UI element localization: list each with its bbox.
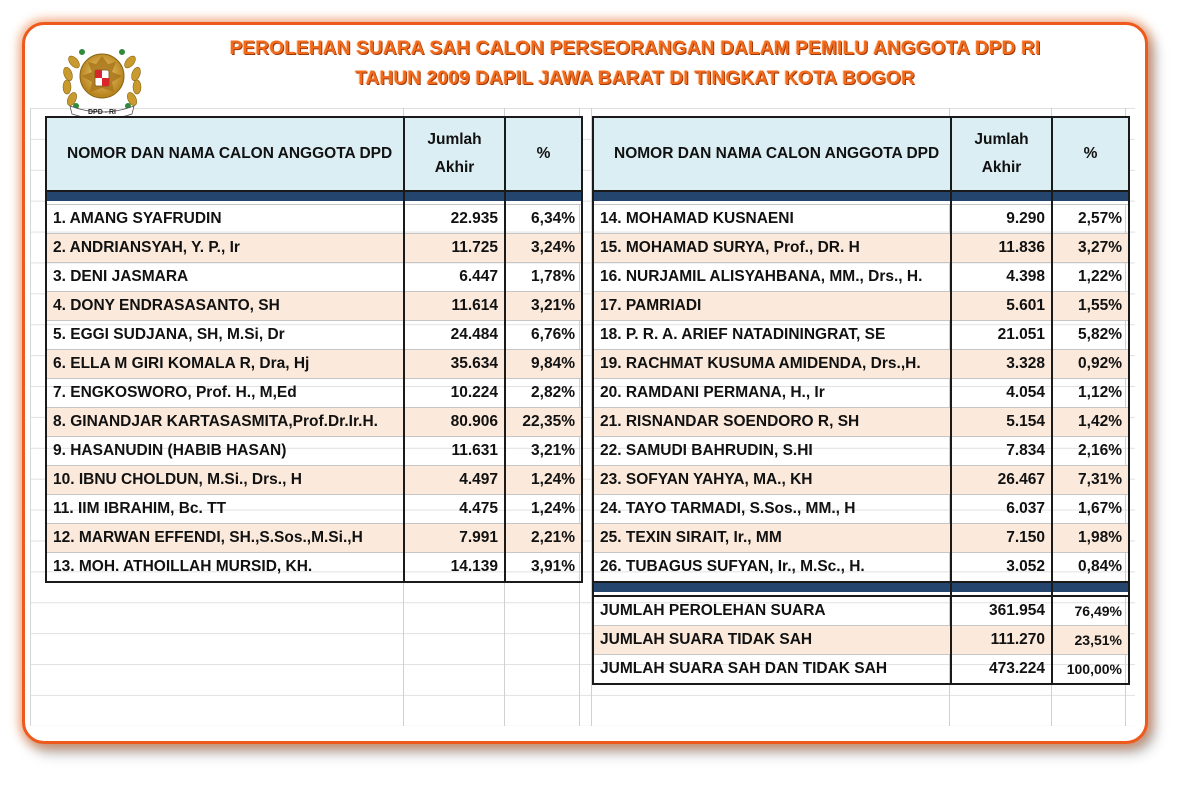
candidate-pct: 9,84% <box>505 350 582 379</box>
candidate-votes: 26.467 <box>951 466 1052 495</box>
candidate-votes: 14.139 <box>404 553 505 583</box>
table-row <box>593 553 1129 583</box>
candidate-pct: 1,22% <box>1052 263 1129 292</box>
candidate-name: 9. HASANUDIN (HABIB HASAN) <box>46 437 404 466</box>
column-header-name: NOMOR DAN NAMA CALON ANGGOTA DPD <box>593 117 951 191</box>
total-votes: 111.270 <box>951 626 1052 655</box>
right-candidates-table <box>592 116 1130 685</box>
total-pct: 23,51% <box>1052 626 1129 655</box>
candidate-name: 8. GINANDJAR KARTASASMITA,Prof.Dr.Ir.H. <box>46 408 404 437</box>
column-header-votes-line1: Jumlah <box>974 131 1029 148</box>
candidate-name: 24. TAYO TARMADI, S.Sos., MM., H <box>593 495 951 524</box>
candidate-votes: 4.398 <box>951 263 1052 292</box>
candidate-name: 25. TEXIN SIRAIT, Ir., MM <box>593 524 951 553</box>
candidate-pct: 22,35% <box>505 408 582 437</box>
column-header-votes-line1: Jumlah <box>427 131 482 148</box>
candidate-name: 1. AMANG SYAFRUDIN <box>46 205 404 234</box>
table-row <box>593 263 1129 292</box>
total-votes: 473.224 <box>951 655 1052 685</box>
total-pct: 76,49% <box>1052 596 1129 626</box>
total-pct: 100,00% <box>1052 655 1129 685</box>
candidate-votes: 22.935 <box>404 205 505 234</box>
candidate-votes: 3.328 <box>951 350 1052 379</box>
candidate-votes: 4.054 <box>951 379 1052 408</box>
candidate-name: 15. MOHAMAD SURYA, Prof., DR. H <box>593 234 951 263</box>
candidate-votes: 11.836 <box>951 234 1052 263</box>
candidate-pct: 5,82% <box>1052 321 1129 350</box>
candidate-pct: 2,16% <box>1052 437 1129 466</box>
total-row-invalid-votes <box>593 626 1129 655</box>
candidate-pct: 6,34% <box>505 205 582 234</box>
dpd-ri-emblem-icon <box>52 32 152 120</box>
candidate-votes: 11.725 <box>404 234 505 263</box>
table-row <box>46 437 582 466</box>
candidate-pct: 6,76% <box>505 321 582 350</box>
candidate-votes: 7.991 <box>404 524 505 553</box>
candidate-name: 19. RACHMAT KUSUMA AMIDENDA, Drs.,H. <box>593 350 951 379</box>
candidate-name: 22. SAMUDI BAHRUDIN, S.HI <box>593 437 951 466</box>
candidate-pct: 0,92% <box>1052 350 1129 379</box>
table-row <box>593 234 1129 263</box>
candidate-votes: 4.475 <box>404 495 505 524</box>
candidate-votes: 6.037 <box>951 495 1052 524</box>
emblem-ribbon-text: DPD - RI <box>88 109 116 116</box>
candidate-votes: 11.631 <box>404 437 505 466</box>
candidate-votes: 3.052 <box>951 553 1052 583</box>
candidate-name: 16. NURJAMIL ALISYAHBANA, MM., Drs., H. <box>593 263 951 292</box>
candidate-votes: 6.447 <box>404 263 505 292</box>
candidate-name: 14. MOHAMAD KUSNAENI <box>593 205 951 234</box>
table-row <box>46 466 582 495</box>
table-row <box>593 292 1129 321</box>
candidate-pct: 3,21% <box>505 437 582 466</box>
candidate-name: 3. DENI JASMARA <box>46 263 404 292</box>
candidate-votes: 80.906 <box>404 408 505 437</box>
candidate-name: 10. IBNU CHOLDUN, M.Si., Drs., H <box>46 466 404 495</box>
candidate-pct: 1,12% <box>1052 379 1129 408</box>
candidate-pct: 3,24% <box>505 234 582 263</box>
page-title-line2: TAHUN 2009 DAPIL JAWA BARAT DI TINGKAT KOTA BOGOR <box>355 68 915 89</box>
column-header-votes-line2: Akhir <box>981 159 1022 176</box>
table-row <box>593 379 1129 408</box>
candidate-votes: 5.154 <box>951 408 1052 437</box>
candidate-votes: 24.484 <box>404 321 505 350</box>
table-row <box>593 437 1129 466</box>
table-row <box>593 205 1129 234</box>
table-row <box>46 263 582 292</box>
table-row <box>46 408 582 437</box>
table-row <box>46 495 582 524</box>
table-row <box>46 379 582 408</box>
table-row <box>46 234 582 263</box>
candidate-name: 4. DONY ENDRASASANTO, SH <box>46 292 404 321</box>
column-header-votes-line2: Akhir <box>434 159 475 176</box>
table-row <box>593 408 1129 437</box>
left-candidates-table <box>45 116 583 583</box>
total-votes: 361.954 <box>951 596 1052 626</box>
column-header-pct: % <box>505 117 582 191</box>
candidate-votes: 10.224 <box>404 379 505 408</box>
candidate-name: 21. RISNANDAR SOENDORO R, SH <box>593 408 951 437</box>
candidate-pct: 1,24% <box>505 495 582 524</box>
table-row <box>46 524 582 553</box>
column-header-votes <box>404 117 505 191</box>
table-row <box>593 466 1129 495</box>
candidate-pct: 3,91% <box>505 553 582 583</box>
candidate-pct: 1,98% <box>1052 524 1129 553</box>
candidate-pct: 2,57% <box>1052 205 1129 234</box>
candidate-name: 11. IIM IBRAHIM, Bc. TT <box>46 495 404 524</box>
candidate-pct: 7,31% <box>1052 466 1129 495</box>
candidate-pct: 3,27% <box>1052 234 1129 263</box>
candidate-votes: 7.834 <box>951 437 1052 466</box>
candidate-name: 12. MARWAN EFFENDI, SH.,S.Sos.,M.Si.,H <box>46 524 404 553</box>
total-label: JUMLAH SUARA SAH DAN TIDAK SAH <box>593 655 951 685</box>
candidate-pct: 1,24% <box>505 466 582 495</box>
candidate-name: 5. EGGI SUDJANA, SH, M.Si, Dr <box>46 321 404 350</box>
candidate-votes: 11.614 <box>404 292 505 321</box>
candidate-votes: 4.497 <box>404 466 505 495</box>
page-title-line1: PEROLEHAN SUARA SAH CALON PERSEORANGAN DALAM PEMILU ANGGOTA DPD RI <box>229 38 1041 59</box>
candidate-pct: 2,21% <box>505 524 582 553</box>
total-label: JUMLAH PEROLEHAN SUARA <box>593 596 951 626</box>
candidate-pct: 1,78% <box>505 263 582 292</box>
table-row <box>46 350 582 379</box>
candidate-pct: 2,82% <box>505 379 582 408</box>
table-row <box>46 292 582 321</box>
candidate-votes: 9.290 <box>951 205 1052 234</box>
column-header-name: NOMOR DAN NAMA CALON ANGGOTA DPD <box>46 117 404 191</box>
candidate-name: 6. ELLA M GIRI KOMALA R, Dra, Hj <box>46 350 404 379</box>
candidate-name: 20. RAMDANI PERMANA, H., Ir <box>593 379 951 408</box>
candidate-pct: 1,55% <box>1052 292 1129 321</box>
candidate-pct: 1,67% <box>1052 495 1129 524</box>
candidate-name: 2. ANDRIANSYAH, Y. P., Ir <box>46 234 404 263</box>
total-row-all-votes <box>593 655 1129 685</box>
table-row <box>46 553 582 583</box>
table-row <box>46 205 582 234</box>
candidate-name: 7. ENGKOSWORO, Prof. H., M,Ed <box>46 379 404 408</box>
total-label: JUMLAH SUARA TIDAK SAH <box>593 626 951 655</box>
candidate-name: 26. TUBAGUS SUFYAN, Ir., M.Sc., H. <box>593 553 951 583</box>
total-row-valid-votes <box>593 596 1129 626</box>
candidate-pct: 1,42% <box>1052 408 1129 437</box>
table-row <box>593 321 1129 350</box>
candidate-name: 23. SOFYAN YAHYA, MA., KH <box>593 466 951 495</box>
candidate-votes: 5.601 <box>951 292 1052 321</box>
candidate-name: 13. MOH. ATHOILLAH MURSID, KH. <box>46 553 404 583</box>
table-row <box>593 524 1129 553</box>
table-row <box>46 321 582 350</box>
candidate-pct: 3,21% <box>505 292 582 321</box>
candidate-name: 18. P. R. A. ARIEF NATADININGRAT, SE <box>593 321 951 350</box>
candidate-name: 17. PAMRIADI <box>593 292 951 321</box>
candidate-votes: 21.051 <box>951 321 1052 350</box>
column-header-votes <box>951 117 1052 191</box>
candidate-votes: 7.150 <box>951 524 1052 553</box>
candidate-pct: 0,84% <box>1052 553 1129 583</box>
table-row <box>593 495 1129 524</box>
column-header-pct: % <box>1052 117 1129 191</box>
table-row <box>593 350 1129 379</box>
candidate-votes: 35.634 <box>404 350 505 379</box>
